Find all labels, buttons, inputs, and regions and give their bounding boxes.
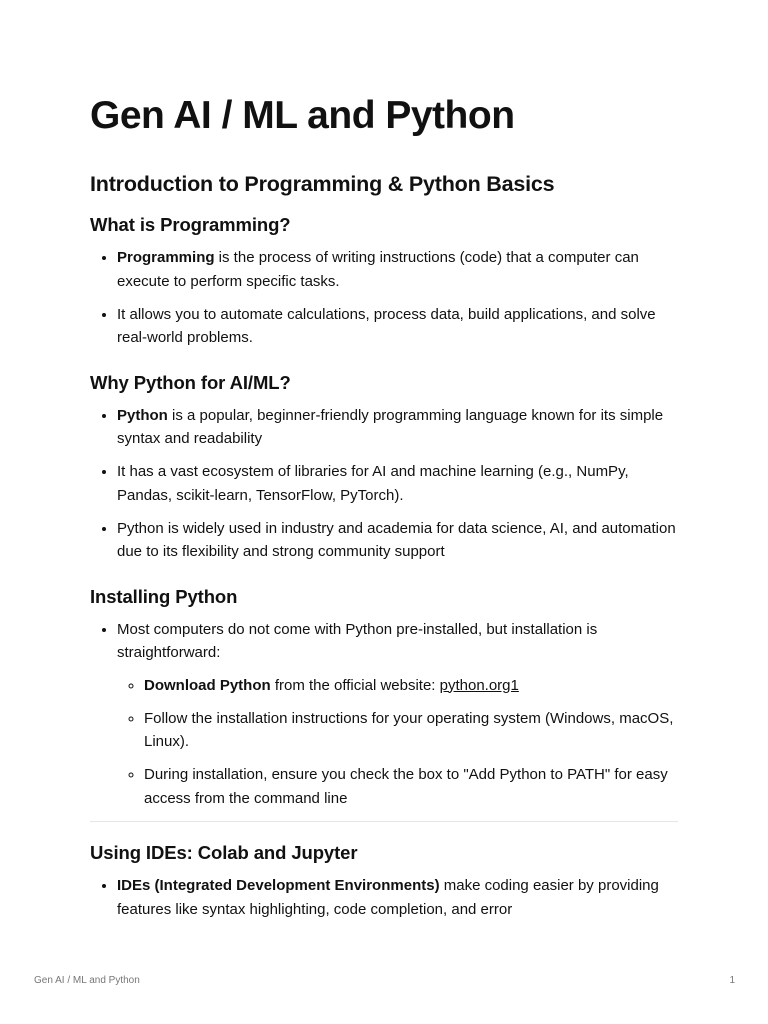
document-title: Gen AI / ML and Python xyxy=(90,94,515,137)
bold-term: IDEs (Integrated Development Environments) xyxy=(117,877,440,894)
footer-title: Gen AI / ML and Python xyxy=(34,975,140,986)
page-number: 1 xyxy=(729,975,735,986)
bullet-list xyxy=(90,618,680,811)
bold-term: Programming xyxy=(117,249,215,266)
section-why-python xyxy=(90,370,680,564)
bullet-list xyxy=(90,874,680,921)
section-heading: Using IDEs: Colab and Jupyter xyxy=(90,842,358,863)
list-item-text: Follow the installation instructions for your operating system (Windows, macOS, Linux). xyxy=(144,709,674,750)
list-item-text: from the official website: xyxy=(270,676,440,694)
list-item-text: It allows you to automate calculations, process data, build applications, and solve real-world problems. xyxy=(117,305,656,346)
list-item xyxy=(117,460,680,507)
list-item xyxy=(117,303,680,350)
section-installing-python xyxy=(90,584,680,811)
list-item xyxy=(117,246,680,293)
python-org-link[interactable]: python.org1 xyxy=(439,676,519,694)
list-item-text: It has a vast ecosystem of libraries for AI and machine learning (e.g., NumPy, Pandas, scikit-learn, TensorFlow, PyTorch). xyxy=(117,463,629,504)
list-item-text: make coding easier by providing features like syntax highlighting, code completion, and error xyxy=(117,877,659,918)
bullet-list xyxy=(90,404,680,564)
document-subtitle: Introduction to Programming & Python Basics xyxy=(90,172,555,196)
list-item-text: Python is widely used in industry and academia for data science, AI, and automation due to its flexibility and strong community support xyxy=(117,519,676,560)
section-divider xyxy=(90,821,678,822)
bold-term: Download Python xyxy=(144,676,271,694)
list-item-text: is a popular, beginner-friendly programming language known for its simple syntax and readability xyxy=(117,406,664,447)
document-page xyxy=(90,92,680,931)
sub-list-item xyxy=(144,707,680,754)
sub-bullet-list xyxy=(117,674,680,811)
list-item xyxy=(117,618,680,811)
sub-list-item xyxy=(144,763,680,810)
list-item-text: During installation, ensure you check the box to "Add Python to PATH" for easy access from the command line xyxy=(144,766,668,807)
list-item xyxy=(117,517,680,564)
section-heading: What is Programming? xyxy=(90,214,291,235)
list-item-text: Most computers do not come with Python pre-installed, but installation is straightforward: xyxy=(117,620,598,661)
bullet-list xyxy=(90,246,680,350)
bold-term: Python xyxy=(117,406,168,424)
list-item xyxy=(117,404,680,451)
sub-list-item xyxy=(144,674,680,698)
section-heading: Installing Python xyxy=(90,585,238,607)
list-item-text: is the process of writing instructions (code) that a computer can execute to perform specific tasks. xyxy=(117,249,639,290)
section-using-ides xyxy=(90,840,680,921)
list-item xyxy=(117,874,680,921)
section-what-is-programming xyxy=(90,212,680,350)
section-heading: Why Python for AI/ML? xyxy=(90,371,291,393)
